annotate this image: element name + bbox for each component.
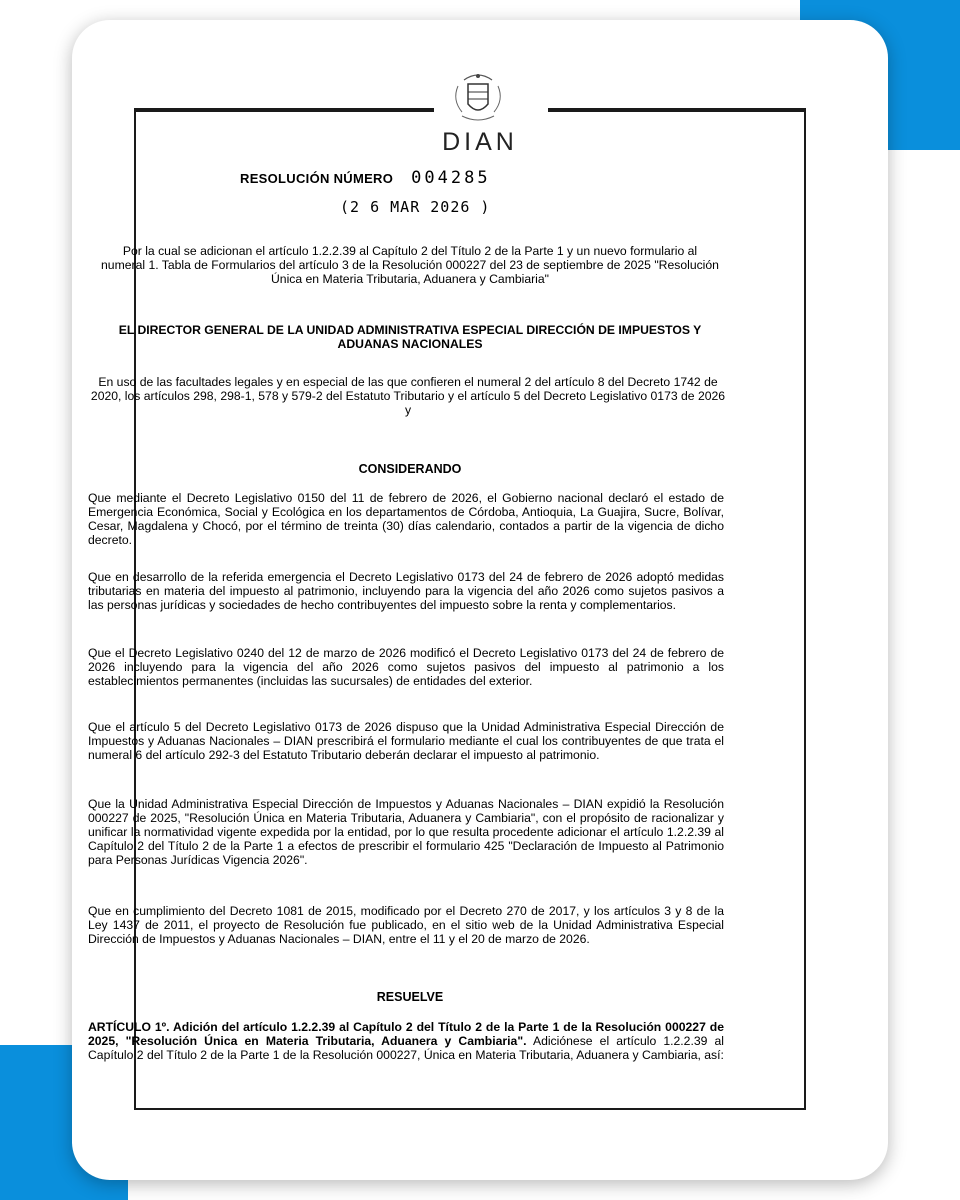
- article-1-paragraph: [88, 1020, 724, 1062]
- dian-logo: DIAN: [442, 128, 518, 156]
- resolution-number: 004285: [411, 168, 491, 188]
- legal-basis-paragraph: En uso de las facultades legales y en especial de las que confieren el numeral 2 del artículo 8 del Decreto 1742 de 2020, los artículos 298, 298-1, 578 y 579-2 del Estatuto Tributario y el artículo 5 del Decreto Legislativo 0173 de 2026 y: [90, 375, 726, 417]
- authority-heading: EL DIRECTOR GENERAL DE LA UNIDAD ADMINISTRATIVA ESPECIAL DIRECCIÓN DE IMPUESTOS Y ADUANAS NACIONALES: [118, 323, 702, 351]
- considerando-paragraph-1: Que mediante el Decreto Legislativo 0150 del 11 de febrero de 2026, el Gobierno nacional declaró el estado de Emergencia Económica, Social y Ecológica en los departamentos de Córdoba, Antioquia, La Guajira, Sucre, Bolívar, Cesar, Magdalena y Chocó, por el término de treinta (30) días calendario, contados a partir de la vigencia de dicho decreto.: [88, 491, 724, 547]
- considerando-paragraph-4: Que el artículo 5 del Decreto Legislativo 0173 de 2026 dispuso que la Unidad Administrativa Especial Dirección de Impuestos y Aduanas Nacionales – DIAN prescribirá el formulario mediante el cual los contribuyentes de que trata el numeral 6 del artículo 292-3 del Estatuto Tributario deberán declarar el impuesto al patrimonio.: [88, 720, 724, 762]
- resolution-label: RESOLUCIÓN NÚMERO: [240, 171, 394, 186]
- resolution-number-line: [240, 168, 640, 188]
- article-1-heading: ARTÍCULO 1º. Adición del artículo 1.2.2.39 al Capítulo 2 del Título 2 de la Parte 1 de la Resolución 000227 de 2025, "Resolución Única en Materia Tributaria, Aduanera y Cambiaria".: [88, 1020, 724, 1048]
- resuelve-title: RESUELVE: [376, 990, 444, 1004]
- article-1-body: Adiciónese el artículo 1.2.2.39 al Capítulo 2 del Título 2 de la Parte 1 de la Resolución 000227, Única en Materia Tributaria, Aduanera y Cambiaria, así:: [88, 1034, 724, 1062]
- resolution-summary: Por la cual se adicionan el artículo 1.2.2.39 al Capítulo 2 del Título 2 de la Parte 1 y un nuevo formulario al numeral 1. Tabla de Formularios del artículo 3 de la Resolución 000227 del 23 de septiembre de 2025 "Resolución Única en Materia Tributaria, Aduanera y Cambiaria": [101, 244, 719, 286]
- considerando-paragraph-6: Que en cumplimiento del Decreto 1081 de 2015, modificado por el Decreto 270 de 2017, y los artículos 3 y 8 de la Ley 1437 de 2011, el proyecto de Resolución fue publicado, en el sitio web de la Unidad Administrativa Especial Dirección de Impuestos y Aduanas Nacionales – DIAN, entre el 11 y el 20 de marzo de 2026.: [88, 904, 724, 946]
- frame-top-rule-right: [548, 108, 804, 112]
- resolution-date: (2 6 MAR 2026 ): [340, 198, 491, 216]
- considerando-title: CONSIDERANDO: [358, 462, 462, 476]
- frame-top-rule-left: [134, 108, 434, 112]
- considerando-paragraph-3: Que el Decreto Legislativo 0240 del 12 de marzo de 2026 modificó el Decreto Legislativo 0173 del 24 de febrero de 2026 incluyendo para la vigencia del año 2026 como sujetos pasivos del impuesto al patrimonio a los establecimientos permanentes (incluidas las sucursales) de entidades del exterior.: [88, 646, 724, 688]
- considerando-paragraph-5: Que la Unidad Administrativa Especial Dirección de Impuestos y Aduanas Nacionales – DIAN expidió la Resolución 000227 de 2025, "Resolución Única en Materia Tributaria, Aduanera y Cambiaria", con el propósito de racionalizar y unificar la normatividad vigente expedida por la entidad, por lo que resulta procedente adicionar el artículo 1.2.2.39 al Capítulo 2 del Título 2 de la Parte 1 a efectos de prescribir el formulario 425 "Declaración de Impuesto al Patrimonio para Personas Jurídicas Vigencia 2026".: [88, 797, 724, 867]
- coat-of-arms-icon: [444, 66, 512, 130]
- considerando-paragraph-2: Que en desarrollo de la referida emergencia el Decreto Legislativo 0173 del 24 de febrero de 2026 adoptó medidas tributarias en materia del impuesto al patrimonio, incluyendo para la vigencia del año 2026 como sujetos pasivos a las personas jurídicas y sociedades de hecho contribuyentes del impuesto sobre la renta y complementarios.: [88, 570, 724, 612]
